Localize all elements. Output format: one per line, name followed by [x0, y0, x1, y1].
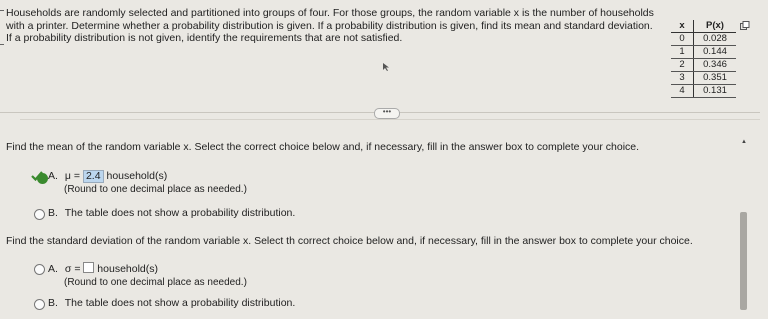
- table-row: [671, 59, 736, 72]
- choice-letter: B.: [48, 207, 58, 219]
- std-choice-b[interactable]: [48, 297, 295, 309]
- table-row: [671, 33, 736, 46]
- mean-choice-b-radio[interactable]: [34, 209, 45, 220]
- sigma-symbol: σ =: [64, 263, 81, 275]
- section-divider: [20, 119, 760, 120]
- scroll-up-icon[interactable]: ▲: [741, 139, 747, 145]
- choice-letter: A.: [48, 263, 58, 275]
- table-cell-px: 0.131: [694, 85, 737, 98]
- choice-letter: B.: [48, 297, 58, 309]
- table-cell-x: 4: [671, 85, 694, 98]
- mean-choice-a[interactable]: [48, 170, 167, 183]
- table-row: [671, 72, 736, 85]
- std-choice-b-radio[interactable]: [34, 299, 45, 310]
- table-cell-px: 0.144: [694, 46, 737, 59]
- table-row: [671, 46, 736, 59]
- mean-rounding-hint: (Round to one decimal place as needed.): [64, 184, 247, 195]
- choice-b-text: The table does not show a probability distribution.: [64, 297, 296, 309]
- expand-more-button[interactable]: •••: [374, 108, 400, 119]
- std-rounding-hint: (Round to one decimal place as needed.): [64, 277, 247, 288]
- probability-table: [671, 20, 736, 98]
- unit-label: household(s): [97, 263, 158, 275]
- table-row: [671, 85, 736, 98]
- table-cell-x: 1: [671, 46, 694, 59]
- std-choice-a-radio[interactable]: [34, 264, 45, 275]
- table-cell-px: 0.346: [694, 59, 737, 72]
- std-question-prompt: Find the standard deviation of the random variable x. Select th correct choice below and, if necessary, fill in the answer box to complete your choice.: [6, 235, 693, 247]
- table-cell-px: 0.351: [694, 72, 737, 85]
- left-edge-mark: [0, 10, 4, 11]
- choice-b-text: The table does not show a probability distribution.: [64, 207, 296, 219]
- mean-choice-b[interactable]: [48, 207, 295, 219]
- copy-table-icon[interactable]: [740, 21, 750, 30]
- mean-answer-box[interactable]: 2.4: [83, 170, 104, 183]
- cursor-icon: [382, 62, 390, 72]
- left-edge-mark: [0, 44, 4, 45]
- mu-symbol: μ =: [64, 170, 81, 182]
- problem-text: Households are randomly selected and partitioned into groups of four. For those groups, the random variable x is the number of households with a printer. Determine whether a probability distribution is given. If a probability distribution is given, find its mean and standard deviation. If a probability distribution is not given, identify the requirements that are not satisfied.: [6, 7, 654, 44]
- table-cell-px: 0.028: [694, 33, 737, 46]
- table-cell-x: 3: [671, 72, 694, 85]
- std-answer-box[interactable]: [83, 262, 94, 273]
- table-header-x: x: [671, 20, 694, 33]
- unit-label: household(s): [106, 170, 168, 182]
- table-header-px: P(x): [694, 20, 737, 33]
- mean-choice-a-radio[interactable]: [37, 173, 48, 184]
- choice-letter: A.: [48, 170, 58, 182]
- mean-question-prompt: Find the mean of the random variable x. Select the correct choice below and, if necessary, fill in the answer box to complete your choice.: [6, 141, 640, 153]
- std-choice-a[interactable]: [48, 262, 158, 275]
- table-cell-x: 2: [671, 59, 694, 72]
- table-cell-x: 0: [671, 33, 694, 46]
- scrollbar-thumb[interactable]: [740, 212, 747, 310]
